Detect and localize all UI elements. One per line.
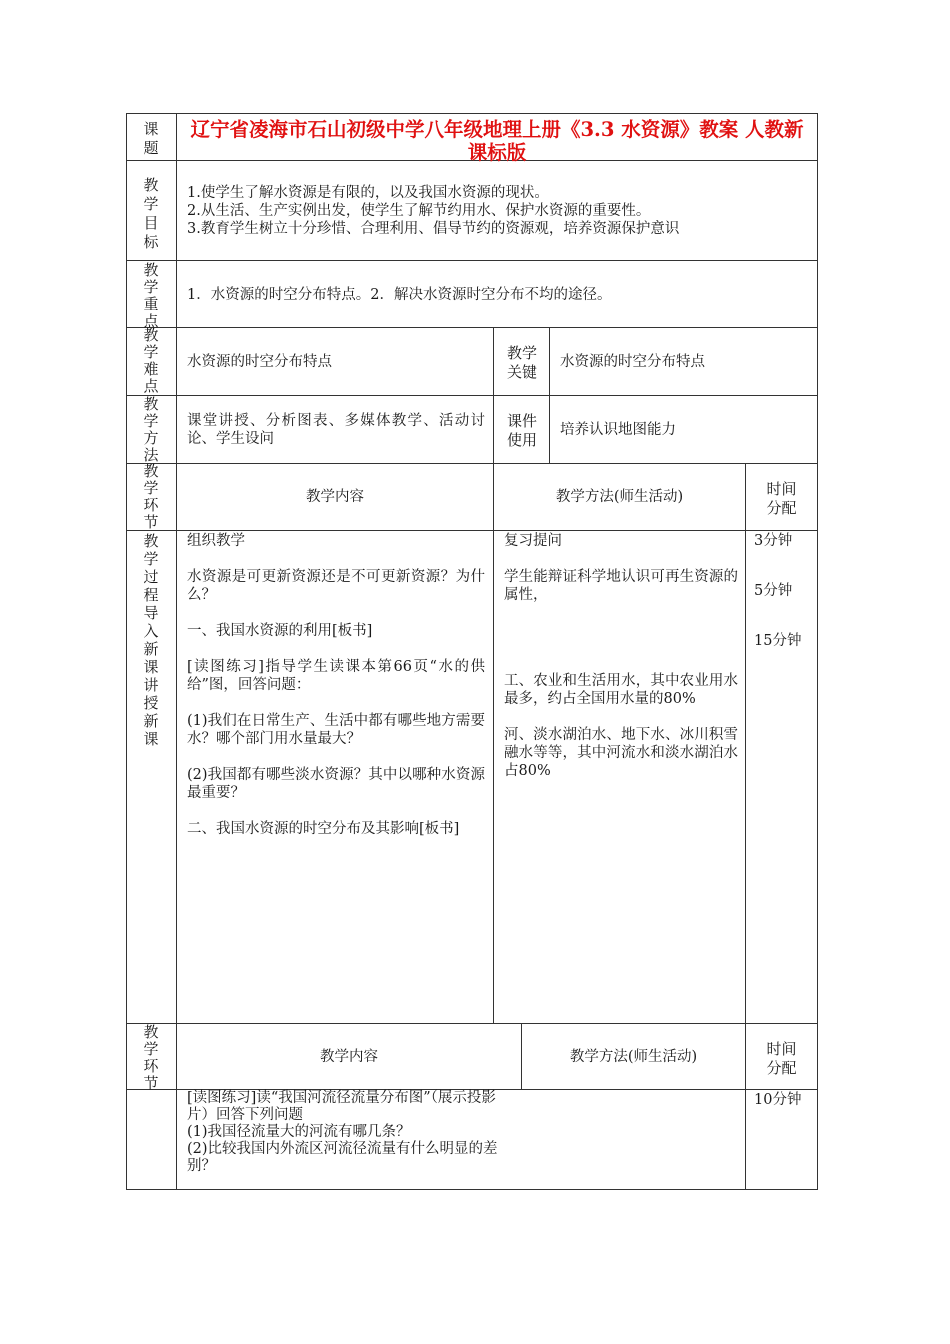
table-divider [126, 530, 818, 531]
title-label: 课题 [143, 120, 159, 157]
table-divider [126, 1023, 818, 1024]
table-divider [126, 463, 818, 464]
content-column-header: 教学内容 [306, 489, 364, 505]
process-times [754, 532, 816, 650]
method-column-header: 教学方法(师生活动) [555, 489, 684, 505]
table-border-top [126, 113, 818, 114]
column-divider [493, 327, 494, 463]
difficulty-label: 教学难点 [143, 326, 159, 395]
time-item: 3分钟 [754, 533, 793, 549]
time-item-2: 10分钟 [754, 1092, 802, 1108]
content-item: 一、我国水资源的利用[板书] [187, 623, 373, 639]
table-divider [126, 260, 818, 261]
method-text: 课堂讲授、分析图表、多媒体教学、活动讨论、学生设问 [187, 413, 485, 447]
time-column-header: 时间分配 [766, 480, 797, 517]
content-item: (2)比较我国内外流区河流径流量有什么明显的差别？ [187, 1141, 498, 1174]
method-item: 工、农业和生活用水，其中农业用水最多，约占全国用水量的80% [504, 673, 738, 707]
table-divider [126, 395, 818, 396]
process-label: 教学过程导入新课 讲授新课 [143, 532, 174, 748]
table-border-right [817, 113, 818, 1189]
column-divider [549, 327, 550, 463]
content-item: 组织教学 [187, 533, 245, 549]
key-text: 水资源的时空分布特点 [560, 354, 705, 370]
courseware-label: 课件使用 [506, 412, 537, 449]
time-item: 15分钟 [754, 633, 802, 649]
process-content-2 [187, 1090, 517, 1175]
objectives-label: 教学目标 [143, 176, 159, 251]
column-divider [493, 463, 494, 1023]
column-divider [745, 463, 746, 1023]
time-column-header-2: 时间分配 [766, 1040, 797, 1077]
objective-item: 3.教育学生树立十分珍惜、合理利用、倡导节约的资源观，培养资源保护意识 [187, 221, 680, 237]
time-item: 5分钟 [754, 583, 793, 599]
table-border-bottom [126, 1189, 818, 1190]
label-column-divider [176, 113, 177, 1189]
difficulty-text: 水资源的时空分布特点 [187, 354, 332, 370]
method-item: 学生能辩证科学地认识可再生资源的属性， [504, 569, 738, 603]
key-label: 教学关键 [506, 344, 537, 381]
page-title: 辽宁省凌海市石山初级中学八年级地理上册《3.3 水资源》教案 人教新课标版 [190, 118, 804, 164]
section-label-2: 教学环节 [143, 1023, 159, 1092]
objectives-list [187, 184, 807, 238]
method-item: 复习提问 [504, 533, 562, 549]
content-item: (1)我们在日常生产、生活中都有哪些地方需要水？哪个部门用水量最大？ [187, 713, 485, 747]
key-points-label: 教学重点 [143, 261, 159, 330]
objective-item: 2.从生活、生产实例出发，使学生了解节约用水、保护水资源的重要性。 [187, 203, 651, 219]
content-item: [读图练习]指导学生读课本第66页“水的供给”图，回答问题： [187, 659, 485, 693]
method-item: 河、淡水湖泊水、地下水、冰川积雪融水等等，其中河流水和淡水湖泊水占80% [504, 727, 738, 779]
courseware-text: 培养认识地图能力 [560, 422, 676, 438]
section-label: 教学环节 [143, 462, 159, 531]
method-label: 教学方法 [143, 395, 159, 464]
key-points-text: 1．水资源的时空分布特点。2．解决水资源时空分布不均的途径。 [187, 287, 612, 303]
objective-item: 1.使学生了解水资源是有限的，以及我国水资源的现状。 [187, 185, 549, 201]
content-item: (2)我国都有哪些淡水资源？其中以哪种水资源最重要？ [187, 767, 485, 801]
process-methods [504, 532, 738, 780]
table-divider [126, 327, 818, 328]
method-column-header-2: 教学方法(师生活动) [569, 1049, 698, 1065]
content-item: 水资源是可更新资源还是不可更新资源？为什么？ [187, 569, 485, 603]
content-item: (1)我国径流量大的河流有哪几条？ [187, 1124, 411, 1140]
content-item: [读图练习]读“我国河流径流量分布图”（展示投影片）回答下列问题 [187, 1090, 496, 1123]
process-content [187, 532, 485, 838]
content-column-header-2: 教学内容 [320, 1049, 378, 1065]
content-item: 二、我国水资源的时空分布及其影响[板书] [187, 821, 460, 837]
